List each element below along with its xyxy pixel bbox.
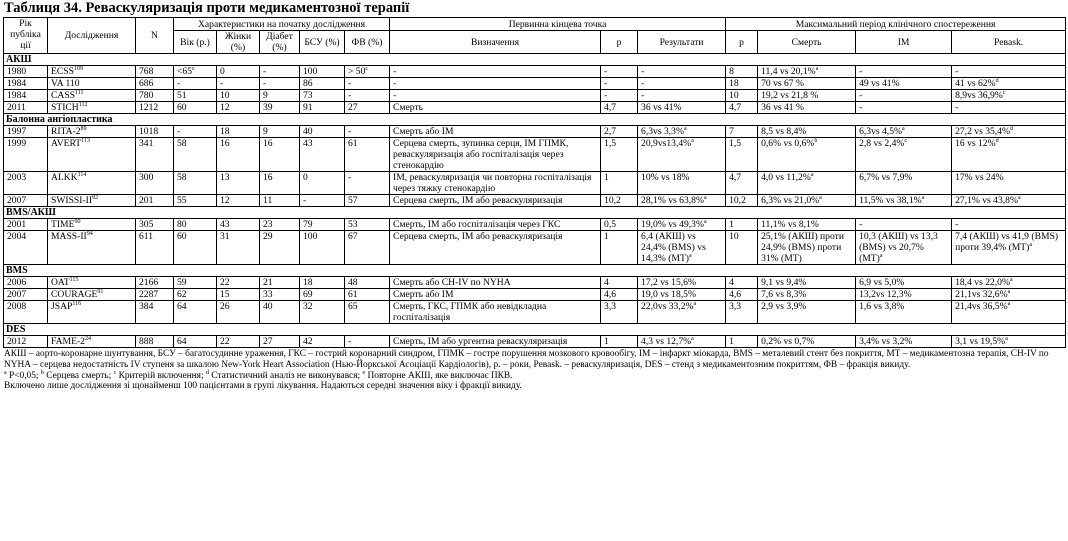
definition-cell: -: [390, 66, 601, 78]
revasc-cell: 17% vs 24%: [952, 172, 1066, 195]
ef-cell: 57: [345, 195, 390, 207]
n-cell: 1212: [136, 102, 174, 114]
p-cell: 4,6: [601, 289, 638, 301]
col-p-followup: p: [726, 31, 758, 54]
revascularization-table: [3, 17, 1066, 348]
year-cell: 2011: [4, 102, 48, 114]
ef-cell: -: [345, 90, 390, 102]
age-cell: -: [174, 126, 217, 138]
study-cell: ECSS$^{109}$: [48, 66, 136, 78]
p-cell: 4,7: [601, 102, 638, 114]
results-cell: 6,4 (АКШ) vs 24,4% (BMS) vs 14,3% (МТ)$^a$: [638, 231, 726, 265]
definition-cell: Смерть, ГКС, ГПМК або невідкладна госпіталізація: [390, 301, 601, 324]
p-cell: -: [601, 90, 638, 102]
table-row: [4, 78, 1066, 90]
death-cell: 11,1% vs 8,1%: [758, 219, 856, 231]
p-cell: 0,5: [601, 219, 638, 231]
age-cell: 64: [174, 336, 217, 348]
section-title: BMS/АКШ: [4, 207, 1066, 219]
n-cell: 201: [136, 195, 174, 207]
diabetes-cell: 21: [260, 277, 300, 289]
col-death: Смерть: [758, 31, 856, 54]
definition-cell: Смерть або CH-IV по NYHA: [390, 277, 601, 289]
p-cell: 3,3: [601, 301, 638, 324]
results-cell: 17,2 vs 15,6%: [638, 277, 726, 289]
diabetes-cell: 9: [260, 126, 300, 138]
revasc-cell: 41 vs 62%$^d$: [952, 78, 1066, 90]
n-cell: 305: [136, 219, 174, 231]
definition-cell: Серцева смерть, зупинка серця, ІМ ГПМК, реваскуляризація або госпіталізація через стенокардію: [390, 138, 601, 172]
definition-cell: -: [390, 90, 601, 102]
mi-cell: -: [856, 90, 952, 102]
women-cell: -: [217, 78, 260, 90]
table-row: [4, 289, 1066, 301]
p-followup-cell: 4,7: [726, 172, 758, 195]
death-cell: 4,0 vs 11,2%$^a$: [758, 172, 856, 195]
note-text: Серцева смерть;: [43, 370, 114, 381]
note-text: Критерій включення;: [116, 370, 206, 381]
note-text: Повторне АКШ, яке виключає ПКВ.: [365, 370, 513, 381]
table-row: [4, 172, 1066, 195]
mvd-cell: 42: [300, 336, 345, 348]
p-followup-cell: 8: [726, 66, 758, 78]
year-cell: 1980: [4, 66, 48, 78]
death-cell: 0,6% vs 0,6%$^b$: [758, 138, 856, 172]
mvd-cell: 69: [300, 289, 345, 301]
section-row: [4, 54, 1066, 66]
death-cell: 25,1% (АКШ) проти 24,9% (BMS) проти 31% (МТ): [758, 231, 856, 265]
diabetes-cell: 39: [260, 102, 300, 114]
diabetes-cell: -: [260, 66, 300, 78]
revasc-cell: -: [952, 66, 1066, 78]
col-results: Результати: [638, 31, 726, 54]
women-cell: 0: [217, 66, 260, 78]
ef-cell: 53: [345, 219, 390, 231]
mvd-cell: 43: [300, 138, 345, 172]
women-cell: 26: [217, 301, 260, 324]
note-marker: c: [113, 369, 117, 376]
mvd-cell: 18: [300, 277, 345, 289]
study-cell: VA 110: [48, 78, 136, 90]
table-row: [4, 301, 1066, 324]
year-cell: 2007: [4, 195, 48, 207]
n-cell: 888: [136, 336, 174, 348]
definition-cell: Серцева смерть, ІМ або реваскуляризація: [390, 231, 601, 265]
mvd-cell: 100: [300, 231, 345, 265]
death-cell: 8,5 vs 8,4%: [758, 126, 856, 138]
death-cell: 2,9 vs 3,9%: [758, 301, 856, 324]
revasc-cell: -: [952, 102, 1066, 114]
section-row: [4, 114, 1066, 126]
definition-cell: Смерть, ІМ або ургентна реваскуляризація: [390, 336, 601, 348]
note-marker: d: [205, 369, 209, 376]
ef-cell: -: [345, 336, 390, 348]
women-cell: 22: [217, 336, 260, 348]
section-title: DES: [4, 324, 1066, 336]
women-cell: 12: [217, 102, 260, 114]
mi-cell: 10,3 (АКШ) vs 13,3 (BMS) vs 20,7% (МТ)$^a$: [856, 231, 952, 265]
note-marker: a: [4, 369, 7, 376]
mvd-cell: 91: [300, 102, 345, 114]
mi-cell: 6,3vs 4,5%$^a$: [856, 126, 952, 138]
inclusion-note: Включено лише дослідження зі щонайменш 100 пацієнтами в групі лікування. Надаються середні значення віку і фракції викиду.: [4, 381, 522, 392]
table-row: [4, 219, 1066, 231]
mi-cell: 6,9 vs 5,0%: [856, 277, 952, 289]
year-cell: 1984: [4, 78, 48, 90]
col-ef: ФВ (%): [345, 31, 390, 54]
ef-cell: -: [345, 126, 390, 138]
results-cell: -: [638, 66, 726, 78]
revasc-cell: 3,1 vs 19,5%$^a$: [952, 336, 1066, 348]
n-cell: 341: [136, 138, 174, 172]
death-cell: 70 vs 67 %: [758, 78, 856, 90]
death-cell: 11,4 vs 20,1%$^a$: [758, 66, 856, 78]
n-cell: 686: [136, 78, 174, 90]
table-row: [4, 231, 1066, 265]
age-cell: 80: [174, 219, 217, 231]
p-cell: 1: [601, 231, 638, 265]
revasc-cell: 16 vs 12%$^d$: [952, 138, 1066, 172]
col-baseline: Характеристики на початку дослідження: [174, 18, 390, 31]
revasc-cell: -: [952, 219, 1066, 231]
death-cell: 0,2% vs 0,7%: [758, 336, 856, 348]
definition-cell: Смерть або ІМ: [390, 289, 601, 301]
age-cell: 58: [174, 172, 217, 195]
p-cell: 1: [601, 172, 638, 195]
p-followup-cell: 10: [726, 90, 758, 102]
section-row: [4, 207, 1066, 219]
year-cell: 1997: [4, 126, 48, 138]
mvd-cell: 32: [300, 301, 345, 324]
mi-cell: 1,6 vs 3,8%: [856, 301, 952, 324]
table-title: Таблиця 34. Реваскуляризація проти медикаментозної терапії: [4, 0, 410, 16]
p-followup-cell: 1,5: [726, 138, 758, 172]
study-cell: ALKK$^{114}$: [48, 172, 136, 195]
p-followup-cell: 18: [726, 78, 758, 90]
col-endpoint: Первинна кінцева точка: [390, 18, 726, 31]
table-row: [4, 336, 1066, 348]
note-marker: b: [40, 369, 44, 376]
mvd-cell: 79: [300, 219, 345, 231]
death-cell: 19,2 vs 21,8 %: [758, 90, 856, 102]
n-cell: 1018: [136, 126, 174, 138]
definition-cell: -: [390, 78, 601, 90]
mi-cell: -: [856, 219, 952, 231]
ef-cell: 48: [345, 277, 390, 289]
table-body: [4, 54, 1066, 348]
study-cell: RITA-$2^{89}$: [48, 126, 136, 138]
note-text: Статистичний аналіз не виконувався;: [208, 370, 363, 381]
table-row: [4, 195, 1066, 207]
table-row: [4, 138, 1066, 172]
results-cell: 20,9vs13,4%$^a$: [638, 138, 726, 172]
n-cell: 611: [136, 231, 174, 265]
mi-cell: 13,2vs 12,3%: [856, 289, 952, 301]
mi-cell: 6,7% vs 7,9%: [856, 172, 952, 195]
diabetes-cell: -: [260, 78, 300, 90]
col-mi: ІМ: [856, 31, 952, 54]
p-cell: -: [601, 78, 638, 90]
revasc-cell: 8,9vs 36,9%$^c$: [952, 90, 1066, 102]
p-followup-cell: 4: [726, 277, 758, 289]
p-cell: -: [601, 66, 638, 78]
document-page: [3, 0, 1065, 392]
women-cell: 18: [217, 126, 260, 138]
p-cell: 10,2: [601, 195, 638, 207]
revasc-cell: 21,4vs 36,5%$^a$: [952, 301, 1066, 324]
definition-cell: Смерть або ІМ: [390, 126, 601, 138]
mvd-cell: 86: [300, 78, 345, 90]
results-cell: 19,0% vs 49,3%$^a$: [638, 219, 726, 231]
p-followup-cell: 1: [726, 336, 758, 348]
study-cell: CASS$^{111}$: [48, 90, 136, 102]
section-title: АКШ: [4, 54, 1066, 66]
women-cell: 31: [217, 231, 260, 265]
results-cell: 22,0vs 33,2%$^a$: [638, 301, 726, 324]
results-cell: 10% vs 18%: [638, 172, 726, 195]
year-cell: 2012: [4, 336, 48, 348]
diabetes-cell: 16: [260, 138, 300, 172]
definition-cell: Смерть: [390, 102, 601, 114]
results-cell: 28,1% vs 63,8%$^a$: [638, 195, 726, 207]
age-cell: 59: [174, 277, 217, 289]
diabetes-cell: 27: [260, 336, 300, 348]
section-title: Балонна ангіопластика: [4, 114, 1066, 126]
women-cell: 43: [217, 219, 260, 231]
year-cell: 2007: [4, 289, 48, 301]
col-definition: Визначення: [390, 31, 601, 54]
study-cell: FAME-$2^{24}$: [48, 336, 136, 348]
definition-cell: ІМ, реваскуляризація чи повторна госпіталізація через тяжку стенокардію: [390, 172, 601, 195]
mi-cell: 2,8 vs 2,4%$^c$: [856, 138, 952, 172]
women-cell: 12: [217, 195, 260, 207]
ef-cell: -: [345, 78, 390, 90]
revasc-cell: 21,1vs 32,6%$^a$: [952, 289, 1066, 301]
ef-cell: 65: [345, 301, 390, 324]
ef-cell: 27: [345, 102, 390, 114]
n-cell: 300: [136, 172, 174, 195]
p-followup-cell: 10: [726, 231, 758, 265]
n-cell: 2166: [136, 277, 174, 289]
ef-cell: 67: [345, 231, 390, 265]
results-cell: 36 vs 41%: [638, 102, 726, 114]
superscript-notes: [4, 371, 1065, 382]
women-cell: 22: [217, 277, 260, 289]
age-cell: 51: [174, 90, 217, 102]
definition-cell: Смерть, ІМ або госпіталізація через ГКС: [390, 219, 601, 231]
year-cell: 2003: [4, 172, 48, 195]
women-cell: 16: [217, 138, 260, 172]
ef-cell: -: [345, 172, 390, 195]
col-revasc: Ревask.: [952, 31, 1066, 54]
study-cell: SWISSI-II$^{92}$: [48, 195, 136, 207]
p-cell: 4: [601, 277, 638, 289]
col-study: Дослідження: [48, 18, 136, 54]
section-title: BMS: [4, 265, 1066, 277]
table-row: [4, 126, 1066, 138]
study-cell: STICH$^{112}$: [48, 102, 136, 114]
n-cell: 768: [136, 66, 174, 78]
table-row: [4, 66, 1066, 78]
women-cell: 10: [217, 90, 260, 102]
results-cell: 19,0 vs 18,5%: [638, 289, 726, 301]
results-cell: -: [638, 78, 726, 90]
diabetes-cell: 23: [260, 219, 300, 231]
table-header: [4, 18, 1066, 54]
women-cell: 15: [217, 289, 260, 301]
ef-cell: > $50^c$: [345, 66, 390, 78]
mvd-cell: 100: [300, 66, 345, 78]
col-diabetes: Діабет (%): [260, 31, 300, 54]
table-row: [4, 102, 1066, 114]
study-cell: TIME$^{90}$: [48, 219, 136, 231]
study-cell: COURAGE$^{91}$: [48, 289, 136, 301]
p-cell: 1,5: [601, 138, 638, 172]
year-cell: 1999: [4, 138, 48, 172]
age-cell: -: [174, 78, 217, 90]
ef-cell: 61: [345, 289, 390, 301]
study-cell: JSAP$^{116}$: [48, 301, 136, 324]
col-age: Вік (р.): [174, 31, 217, 54]
col-women: Жінки (%): [217, 31, 260, 54]
ef-cell: 61: [345, 138, 390, 172]
mvd-cell: 73: [300, 90, 345, 102]
diabetes-cell: 33: [260, 289, 300, 301]
revasc-cell: 27,2 vs 35,4%$^d$: [952, 126, 1066, 138]
p-followup-cell: 10,2: [726, 195, 758, 207]
year-cell: 2008: [4, 301, 48, 324]
year-cell: 2001: [4, 219, 48, 231]
abbreviations-note: АКШ – аорто-коронарне шунтування, БСУ – багатосудинне ураження, ГКС – гострий коронарний синдром, ГПМК – гостре порушення мозкового кровообігу, ІМ – інфаркт міокарда, BMS – металевий стент без покриття, МТ – медикаментозна терапія, CH-IV по NYHA – серцева недостатність IV ступеня за шкалою New-York Heart Association (Нью-Йоркської Асоціації Кардіологів), р. – роки, Ревask. – реваскуляризація, DES – стенд з медикаментозним покриттям, ФВ – фракція викиду.: [4, 349, 1049, 370]
age-cell: 55: [174, 195, 217, 207]
diabetes-cell: 11: [260, 195, 300, 207]
death-cell: 6,3% vs 21,0%$^a$: [758, 195, 856, 207]
mi-cell: -: [856, 66, 952, 78]
study-cell: OAT$^{115}$: [48, 277, 136, 289]
col-followup: Максимальний період клінічного спостереження: [726, 18, 1066, 31]
age-cell: 60: [174, 102, 217, 114]
year-cell: 2006: [4, 277, 48, 289]
note-marker: e: [362, 369, 366, 376]
mi-cell: -: [856, 102, 952, 114]
mi-cell: 3,4% vs 3,2%: [856, 336, 952, 348]
p-followup-cell: 3,3: [726, 301, 758, 324]
year-cell: 1984: [4, 90, 48, 102]
col-year: Рік публіка ції: [4, 18, 48, 54]
age-cell: 60: [174, 231, 217, 265]
diabetes-cell: 40: [260, 301, 300, 324]
mi-cell: 49 vs 41%: [856, 78, 952, 90]
revasc-cell: 18,4 vs 22,0%$^a$: [952, 277, 1066, 289]
diabetes-cell: 29: [260, 231, 300, 265]
death-cell: 7,6 vs 8,3%: [758, 289, 856, 301]
p-followup-cell: 4,7: [726, 102, 758, 114]
p-followup-cell: 4,6: [726, 289, 758, 301]
mvd-cell: 40: [300, 126, 345, 138]
table-row: [4, 277, 1066, 289]
mvd-cell: -: [300, 195, 345, 207]
results-cell: -: [638, 90, 726, 102]
age-cell: 62: [174, 289, 217, 301]
n-cell: 384: [136, 301, 174, 324]
death-cell: 9,1 vs 9,4%: [758, 277, 856, 289]
age-cell: 64: [174, 301, 217, 324]
section-row: [4, 265, 1066, 277]
revasc-cell: 27,1% vs 43,8%$^a$: [952, 195, 1066, 207]
note-text: P<0,05;: [6, 370, 41, 381]
diabetes-cell: 16: [260, 172, 300, 195]
mi-cell: 11,5% vs 38,1%$^a$: [856, 195, 952, 207]
year-cell: 2004: [4, 231, 48, 265]
table-row: [4, 90, 1066, 102]
diabetes-cell: 9: [260, 90, 300, 102]
col-p: p: [601, 31, 638, 54]
study-cell: AVERT$^{113}$: [48, 138, 136, 172]
section-row: [4, 324, 1066, 336]
women-cell: 13: [217, 172, 260, 195]
p-cell: 1: [601, 336, 638, 348]
col-n: N: [136, 18, 174, 54]
n-cell: 780: [136, 90, 174, 102]
definition-cell: Серцева смерть, ІМ або реваскуляризація: [390, 195, 601, 207]
results-cell: 4,3 vs 12,7%$^a$: [638, 336, 726, 348]
p-followup-cell: 1: [726, 219, 758, 231]
footnotes: [3, 349, 1065, 392]
death-cell: 36 vs 41 %: [758, 102, 856, 114]
age-cell: $<65^c$: [174, 66, 217, 78]
results-cell: 6,3vs 3,3%$^a$: [638, 126, 726, 138]
col-mvd: БСУ (%): [300, 31, 345, 54]
revasc-cell: 7,4 (АКШ) vs 41,9 (BMS) проти 39,4% (МТ)$^a$: [952, 231, 1066, 265]
p-cell: 2,7: [601, 126, 638, 138]
n-cell: 2287: [136, 289, 174, 301]
p-followup-cell: 7: [726, 126, 758, 138]
age-cell: 58: [174, 138, 217, 172]
study-cell: MASS-II$^{94}$: [48, 231, 136, 265]
mvd-cell: 0: [300, 172, 345, 195]
